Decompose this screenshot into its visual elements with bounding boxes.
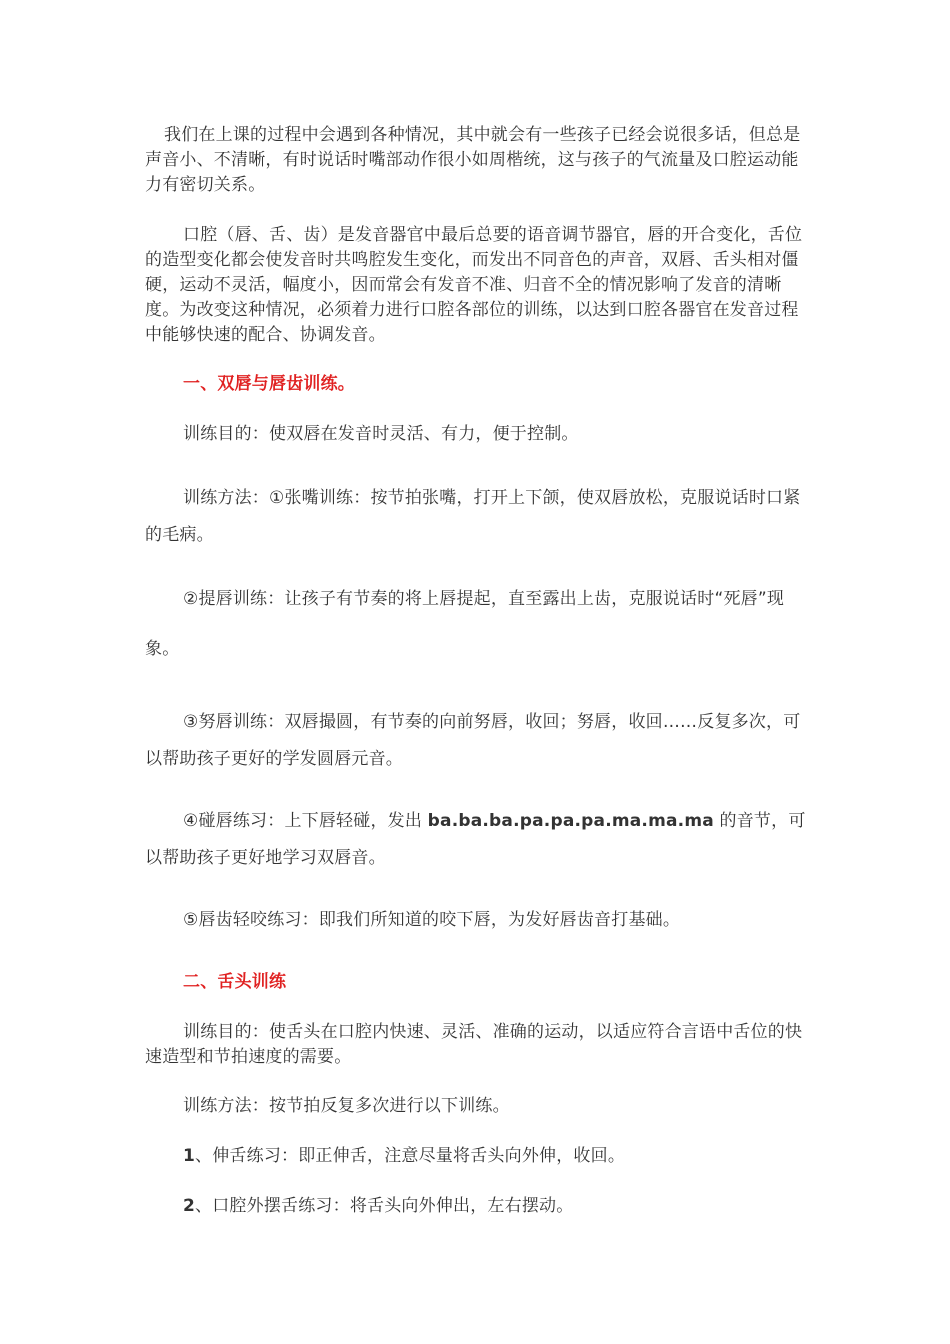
lips-method-3 [145,704,810,778]
mouth-text: 口腔（唇、舌、齿）是发音器官中最后总要的语音调节器官，唇的开合变化，舌位的造型变化都会使发音时共鸣腔发生变化，而发出不同音色的声音，双唇、舌头相对僵硬，运动不灵活，幅度小，因而常会有发音不准、归音不全的情况影响了发音的清晰度。为改变这种情况，必须着力进行口腔各部位的训练，以达到口腔各器官在发音过程中能够快速的配合、协调发音。 [145,225,803,345]
tongue-purpose-text: 训练目的：使舌头在口腔内快速、灵活、准确的运动，以适应符合言语中舌位的快速造型和节拍速度的需要。 [145,1022,803,1067]
lips-method-2-text: ②提唇训练：让孩子有节奏的将上唇提起，直至露出上齿，克服说话时“死唇”现象。 [145,589,785,659]
lips-method-4-pre: ④碰唇练习：上下唇轻碰，发出 [183,811,428,831]
lips-purpose [145,422,810,447]
lips-method-1 [145,480,810,554]
lips-method-3-text: ③努唇训练：双唇撮圆，有节奏的向前努唇，收回；努唇，收回……反复多次，可以帮助孩子更好的学发圆唇元音。 [145,712,801,769]
heading-lips-text: 一、双唇与唇齿训练。 [183,374,355,394]
mouth-paragraph [145,223,810,348]
lips-purpose-text: 训练目的：使双唇在发音时灵活、有力，便于控制。 [183,424,579,444]
tongue-item-1 [145,1144,810,1169]
lips-method-5-text: ⑤唇齿轻咬练习：即我们所知道的咬下唇，为发好唇齿音打基础。 [183,910,681,930]
lips-method-1-text: 训练方法：①张嘴训练：按节拍张嘴，打开上下颌，使双唇放松，克服说话时口紧的毛病。 [145,488,801,545]
tongue-purpose [145,1020,810,1070]
item-2-number: 2 [183,1196,196,1216]
intro-paragraph [145,123,810,198]
lips-method-4-post: 的音节，可以帮助孩子更好地学习双唇音。 [145,811,806,868]
lips-method-4 [145,803,810,877]
syllables-text: ba.ba.ba.pa.pa.pa.ma.ma.ma [427,811,714,831]
lips-method-5 [145,908,810,933]
heading-lips [145,372,810,397]
tongue-method [145,1094,810,1119]
intro-text: 我们在上课的过程中会遇到各种情况，其中就会有一些孩子已经会说很多话，但总是声音小、不清晰，有时说话时嘴部动作很小如周楷统，这与孩子的气流量及口腔运动能力有密切关系。 [145,125,801,195]
heading-tongue [145,970,810,995]
lips-method-2 [145,574,810,674]
item-1-text: 、伸舌练习：即正伸舌，注意尽量将舌头向外伸，收回。 [195,1146,626,1166]
tongue-method-text: 训练方法：按节拍反复多次进行以下训练。 [183,1096,510,1116]
item-1-number: 1 [183,1146,196,1166]
heading-tongue-text: 二、舌头训练 [183,972,287,992]
tongue-item-2 [145,1194,810,1219]
item-2-text: 、口腔外摆舌练习：将舌头向外伸出，左右摆动。 [195,1196,574,1216]
